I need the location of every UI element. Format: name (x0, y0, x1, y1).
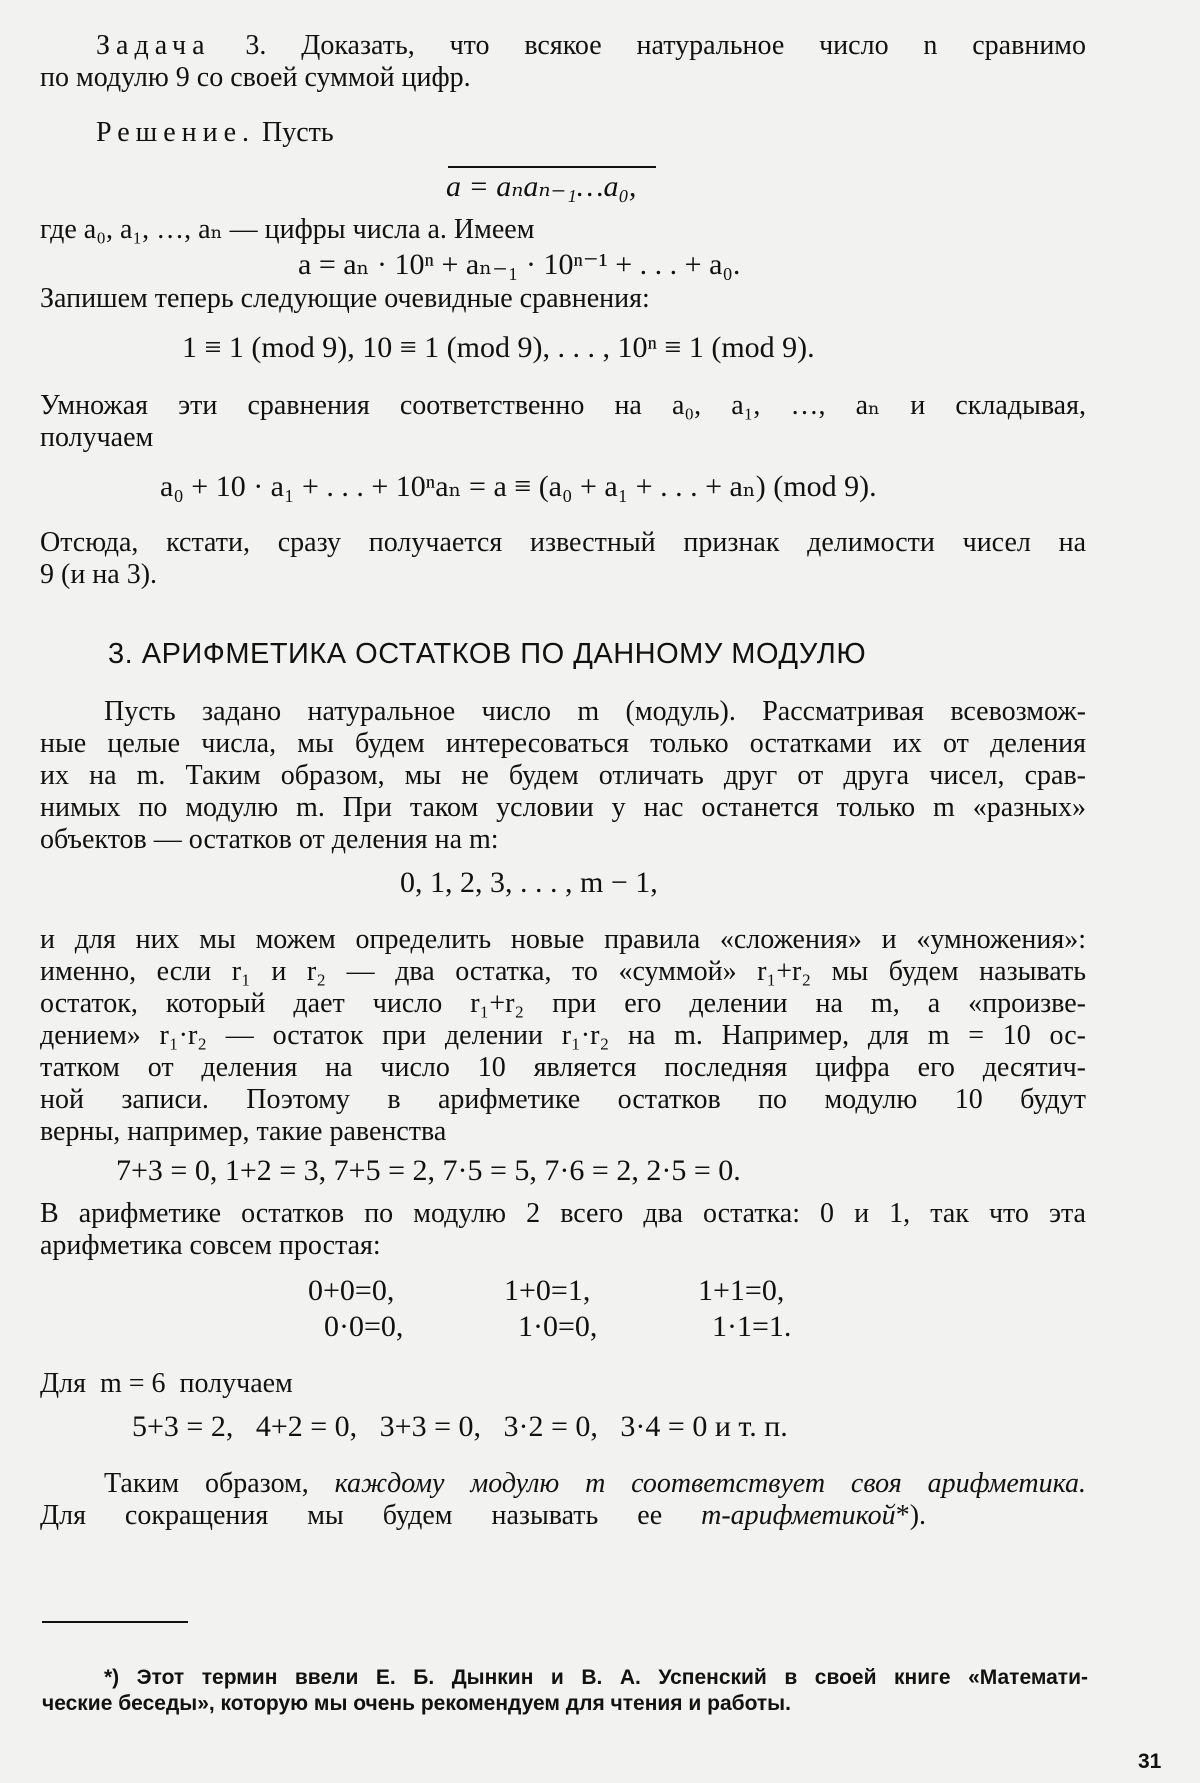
equation-number-digits: a = aₙaₙ₋₁…a₀, (446, 170, 637, 203)
paragraph-4-line-2-text: Для сокращения мы будем называть ее (40, 1500, 663, 1531)
equation-decimal-expansion: a = aₙ · 10ⁿ + aₙ₋₁ · 10ⁿ⁻¹ + . . . + a₀. (298, 248, 741, 281)
mod2-mul-cell-3: 1·1=1. (712, 1310, 792, 1343)
problem-statement-line-2: по модулю 9 со своей суммой цифр. (40, 62, 471, 93)
section-title: 3. АРИФМЕТИКА ОСТАТКОВ ПО ДАННОМУ МОДУЛЮ (108, 638, 867, 670)
mod2-add-cell-3: 1+1=0, (698, 1274, 785, 1307)
problem-statement-line-1 (96, 30, 1086, 62)
divisibility-line-2: 9 (и на 3). (40, 559, 158, 590)
paragraph-2-line-2: именно, если r₁ и r₂ — два остатка, то «суммой» r₁+r₂ мы будем называть (40, 956, 1086, 987)
paragraph-4-term: m-арифметикой (701, 1500, 896, 1531)
footnote-line-2: ческие беседы», которую мы очень рекомендуем для чтения и работы. (42, 1692, 791, 1715)
paragraph-2-line-1: и для них мы можем определить новые правила «сложения» и «умножения»: (40, 924, 1086, 955)
paragraph-2-line-6: ной записи. Поэтому в арифметике остатков по модулю 10 будут (40, 1084, 1086, 1115)
equation-residue-list: 0, 1, 2, 3, . . . , m − 1, (400, 866, 658, 899)
page-number: 31 (1138, 1750, 1162, 1773)
paragraph-4-lead: Таким образом, (104, 1468, 309, 1499)
paragraph-3-line-1: В арифметике остатков по модулю 2 всего два остатка: 0 и 1, так что эта (40, 1198, 1086, 1229)
mod2-mul-cell-1: 0·0=0, (324, 1310, 404, 1343)
mod2-mul-cell-2: 1·0=0, (518, 1310, 598, 1343)
paragraph-2-line-5: татком от деления на число 10 является последняя цифра его десятич- (40, 1052, 1086, 1083)
mod2-add-cell-2: 1+0=1, (504, 1274, 591, 1307)
equation-powers-of-ten: 1 ≡ 1 (mod 9), 10 ≡ 1 (mod 9), . . . , 10ⁿ ≡ 1 (mod 9). (182, 331, 815, 364)
problem-number: 3. (245, 30, 267, 61)
paragraph-2-line-7: верны, например, такие равенства (40, 1116, 447, 1147)
equation-mod-10-examples: 7+3 = 0, 1+2 = 3, 7+5 = 2, 7·5 = 5, 7·6 = 2, 2·5 = 0. (116, 1154, 741, 1187)
digits-definition-line: где a₀, a₁, …, aₙ — цифры числа a. Имеем (40, 214, 535, 245)
footnote-line-1: *) Этот термин ввели Е. Б. Дынкин и В. А. Успенский в своей книге «Математи- (104, 1666, 1088, 1689)
paragraph-1-line-3: их на m. Таким образом, мы не будем отличать друг от друга чисел, срав- (40, 760, 1086, 791)
congruences-intro-line: Запишем теперь следующие очевидные сравнения: (40, 283, 650, 314)
equation-digit-sum-congruence: a₀ + 10 · a₁ + . . . + 10ⁿaₙ = a ≡ (a₀ + a₁ + . . . + aₙ) (mod 9). (160, 470, 877, 503)
problem-label: Задача (96, 30, 211, 61)
multiplication-line-1: Умножая эти сравнения соответственно на a₀, a₁, …, aₙ и складывая, (40, 390, 1086, 421)
paragraph-1-line-1: Пусть задано натуральное число m (модуль). Рассматривая всевозмож- (104, 696, 1086, 727)
problem-text: Доказать, что всякое натуральное число n сравнимо (301, 30, 1087, 61)
equation-mod-6-examples: 5+3 = 2, 4+2 = 0, 3+3 = 0, 3·2 = 0, 3·4 = 0 и т. п. (132, 1410, 788, 1443)
paragraph-2-line-3: остаток, который дает число r₁+r₂ при его делении на m, а «произве- (40, 988, 1086, 1019)
digits-overline (448, 166, 656, 168)
paragraph-4-footnote-mark: *). (895, 1500, 927, 1531)
paragraph-1-line-2: ные целые числа, мы будем интересоваться только остатками их от деления (40, 728, 1086, 759)
paragraph-4-line-1 (104, 1468, 1086, 1500)
mod2-add-cell-1: 0+0=0, (308, 1274, 395, 1307)
paragraph-1-line-4: нимых по модулю m. При таком условии у нас останется только m «разных» (40, 792, 1086, 823)
divisibility-line-1: Отсюда, кстати, сразу получается известный признак делимости чисел на (40, 527, 1086, 558)
paragraph-4-line-2 (40, 1500, 926, 1532)
solution-heading (96, 117, 1142, 149)
solution-label: Решение. (96, 117, 256, 148)
paragraph-2-line-4: дением» r₁·r₂ — остаток при делении r₁·r₂ на m. Например, для m = 10 ос- (40, 1020, 1086, 1051)
solution-word: Пусть (262, 117, 334, 148)
paragraph-3-line-2: арифметика совсем простая: (40, 1230, 381, 1261)
m-equals-6-line: Для m = 6 получаем (40, 1368, 293, 1399)
paragraph-4-emphasis: каждому модулю m соответствует своя арифметика. (334, 1468, 1086, 1499)
footnote-rule (42, 1621, 188, 1623)
paragraph-1-line-5: объектов — остатков от деления на m: (40, 824, 499, 855)
multiplication-line-2: получаем (40, 422, 154, 453)
